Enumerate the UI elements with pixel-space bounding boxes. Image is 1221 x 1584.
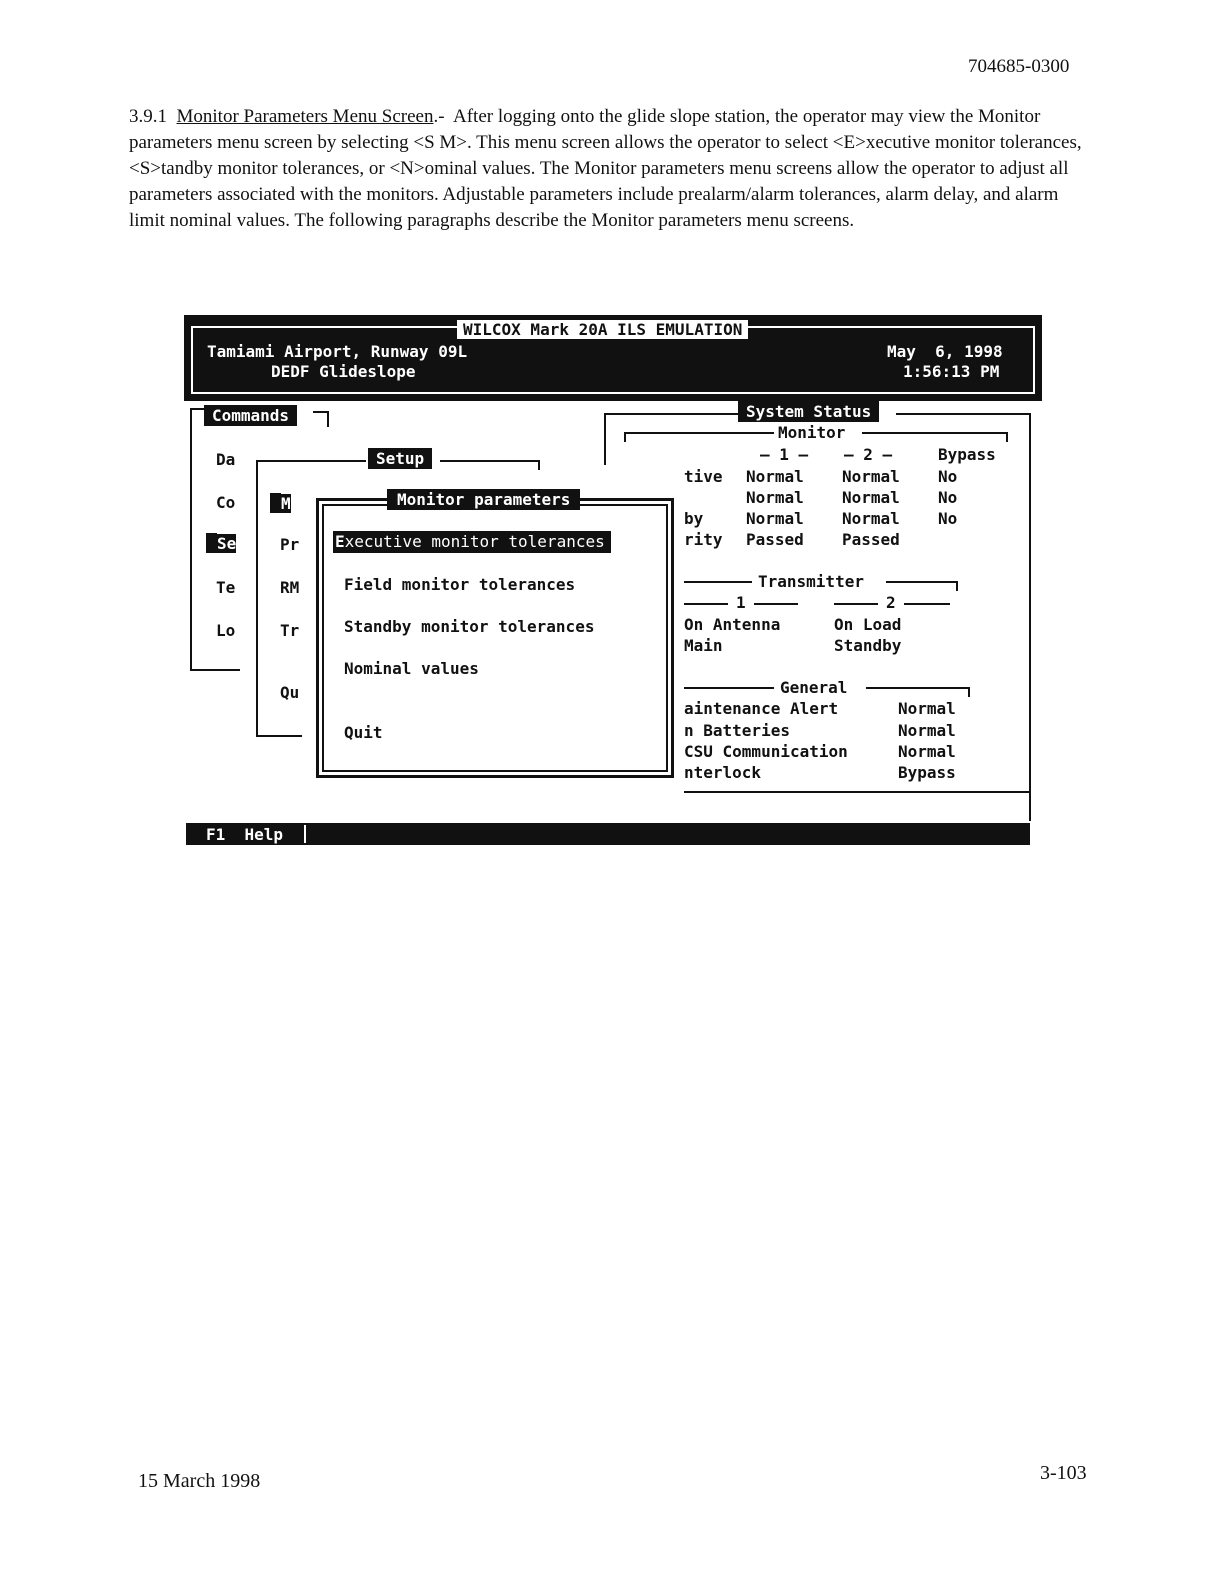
commands-title: Commands	[204, 405, 297, 426]
setup-item-pr[interactable]: Pr	[280, 535, 300, 554]
monitor-group-tick-left	[624, 432, 626, 442]
transmitter-line-left	[684, 581, 752, 583]
general-row-3-label: CSU Communication	[684, 742, 848, 761]
monitor-row-3-label: by	[684, 509, 704, 528]
general-row-4-label: nterlock	[684, 763, 762, 782]
monitor-row-2-v3: No	[938, 488, 958, 507]
location-label: Tamiami Airport, Runway 09L	[207, 342, 468, 361]
monitor-group-line-left	[624, 432, 774, 434]
general-tick-right	[968, 687, 970, 697]
monitor-row-2-v2: Normal	[842, 488, 900, 507]
general-title: General	[780, 678, 848, 697]
command-item-data[interactable]: Da	[216, 450, 236, 469]
monitor-col-1-header: — 1 —	[760, 445, 809, 464]
menu-item-nominal-values[interactable]: Nominal values	[344, 659, 479, 678]
transmitter-title: Transmitter	[758, 572, 864, 591]
monitor-row-1-v1: Normal	[746, 467, 804, 486]
transmitter-tick-right	[956, 581, 958, 591]
transmitter-row-2-v1: Main	[684, 636, 723, 655]
f1-help-key[interactable]: F1 Help	[206, 825, 284, 844]
commands-frame-left	[190, 408, 192, 670]
command-item-test[interactable]: Te	[216, 578, 236, 597]
station-label: DEDF Glideslope	[271, 362, 416, 381]
monitor-row-3-v3: No	[938, 509, 958, 528]
setup-frame-left	[256, 460, 258, 736]
transmitter-row-2-v2: Standby	[834, 636, 902, 655]
status-frame-top-right	[896, 413, 1030, 415]
transmitter-col2-rule-right	[904, 603, 950, 605]
general-row-4-value: Bypass	[898, 763, 956, 782]
commands-frame-top	[190, 408, 204, 410]
page-number: 3-103	[1040, 1462, 1087, 1484]
monitor-row-3-v2: Normal	[842, 509, 900, 528]
monitor-group-line-right	[862, 432, 1008, 434]
menu-item-executive-tolerances[interactable]: Executive monitor tolerances	[333, 531, 611, 553]
monitor-row-3-v1: Normal	[746, 509, 804, 528]
footer-date: 15 March 1998	[138, 1470, 261, 1492]
status-frame-right	[1029, 413, 1031, 821]
menu-item-quit[interactable]: Quit	[344, 723, 383, 742]
command-item-configure[interactable]: Co	[216, 493, 236, 512]
transmitter-row-1-v1: On Antenna	[684, 615, 781, 634]
function-key-bar	[186, 823, 1030, 845]
help-divider	[304, 825, 306, 843]
setup-frame-bottom	[256, 735, 302, 737]
transmitter-row-1-v2: On Load	[834, 615, 902, 634]
document-number: 704685-0300	[968, 56, 1070, 77]
header-bar	[184, 315, 1042, 401]
setup-item-quit[interactable]: Qu	[280, 683, 300, 702]
section-number: 3.9.1	[129, 106, 167, 127]
setup-item-rm[interactable]: RM	[280, 578, 300, 597]
setup-frame-top-left	[256, 460, 366, 462]
monitor-row-4-v1: Passed	[746, 530, 804, 549]
section-body: After logging onto the glide slope station, the operator may view the Monitor parameters menu screen by selecting <S M>. This menu screen allows the operator to select <E>xecutive monitor tolerances, <S>tandby monitor tolerances, or <N>ominal values. The Monitor parameters menu screens allow the operator to adjust all parameters associated with the monitors. Adjustable parameters include prealarm/alarm tolerances, alarm delay, and alarm limit nominal values. The following paragraphs describe the Monitor parameters menu screens.	[129, 106, 1082, 231]
cursor-block	[270, 493, 281, 513]
general-row-1-label: aintenance Alert	[684, 699, 839, 718]
status-frame-bottom	[684, 791, 1030, 793]
setup-frame-right-tick	[538, 460, 540, 470]
time-label: 1:56:13 PM	[903, 362, 1000, 381]
transmitter-col1-rule-right	[754, 603, 798, 605]
transmitter-line-right	[886, 581, 958, 583]
window-title: WILCOX Mark 20A ILS EMULATION	[457, 320, 748, 339]
general-line-left	[684, 687, 774, 689]
section-title: Monitor Parameters Menu Screen	[176, 106, 434, 127]
commands-frame-bottom	[190, 669, 240, 671]
monitor-row-2-v1: Normal	[746, 488, 804, 507]
general-row-3-value: Normal	[898, 742, 956, 761]
monitor-parameters-title: Monitor parameters	[387, 489, 580, 510]
monitor-group-tick-right	[1006, 432, 1008, 442]
transmitter-col-1-header: 1	[736, 593, 746, 612]
command-item-log[interactable]: Lo	[216, 621, 236, 640]
date-label: May 6, 1998	[887, 342, 1003, 361]
command-item-setup[interactable]: Se	[206, 533, 236, 554]
monitor-row-4-v2: Passed	[842, 530, 900, 549]
commands-frame-corner	[313, 411, 329, 427]
setup-item-monitor[interactable]: M	[270, 493, 291, 514]
setup-title: Setup	[368, 448, 432, 469]
transmitter-col1-rule-left	[684, 603, 728, 605]
section-paragraph	[129, 104, 1089, 234]
status-frame-left	[604, 413, 606, 465]
general-row-2-label: n Batteries	[684, 721, 790, 740]
monitor-group-title: Monitor	[778, 423, 846, 442]
general-line-right	[866, 687, 970, 689]
monitor-col-2-header: — 2 —	[844, 445, 893, 464]
general-row-1-value: Normal	[898, 699, 956, 718]
cursor-block	[206, 533, 217, 553]
transmitter-col2-rule-left	[834, 603, 878, 605]
setup-item-tr[interactable]: Tr	[280, 621, 300, 640]
setup-frame-top-right	[440, 460, 540, 462]
monitor-row-1-label: tive	[684, 467, 723, 486]
monitor-col-bypass-header: Bypass	[938, 445, 996, 464]
monitor-row-4-label: rity	[684, 530, 723, 549]
terminal-screenshot	[180, 315, 1042, 851]
monitor-row-1-v3: No	[938, 467, 958, 486]
monitor-row-1-v2: Normal	[842, 467, 900, 486]
status-frame-top-left	[604, 413, 740, 415]
transmitter-col-2-header: 2	[886, 593, 896, 612]
section-title-separator: .-	[433, 106, 445, 127]
general-row-2-value: Normal	[898, 721, 956, 740]
system-status-title: System Status	[738, 401, 879, 422]
menu-item-field-tolerances[interactable]: Field monitor tolerances	[344, 575, 576, 594]
menu-item-standby-tolerances[interactable]: Standby monitor tolerances	[344, 617, 595, 636]
